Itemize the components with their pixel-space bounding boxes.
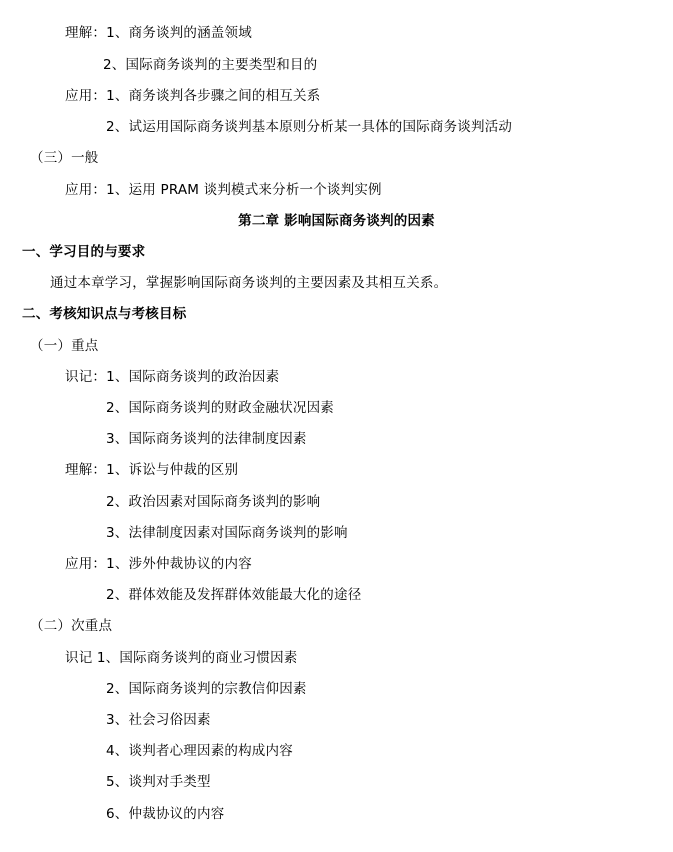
text-line: 2、国际商务谈判的主要类型和目的: [103, 57, 318, 73]
section-heading: （二）次重点: [30, 618, 113, 634]
text-line: 应用：1、涉外仲裁协议的内容: [65, 556, 252, 572]
text-line: 2、国际商务谈判的财政金融状况因素: [106, 400, 334, 416]
section-heading: （三）一般: [30, 150, 99, 166]
text-line: 识记 1、国际商务谈判的商业习惯因素: [65, 650, 298, 666]
section-heading: 一、学习目的与要求: [22, 244, 146, 260]
section-heading: （一）重点: [30, 338, 99, 354]
paragraph: 通过本章学习，掌握影响国际商务谈判的主要因素及其相互关系。: [50, 275, 448, 291]
text-line: 2、试运用国际商务谈判基本原则分析某一具体的国际商务谈判活动: [106, 119, 513, 135]
text-line: 3、法律制度因素对国际商务谈判的影响: [106, 525, 348, 541]
text-line: 应用：1、运用 PRAM 谈判模式来分析一个谈判实例: [65, 182, 382, 198]
chapter-title: 第二章 影响国际商务谈判的因素: [238, 213, 435, 229]
text-line: 2、群体效能及发挥群体效能最大化的途径: [106, 587, 362, 603]
text-line: 2、政治因素对国际商务谈判的影响: [106, 494, 321, 510]
text-line: 3、国际商务谈判的法律制度因素: [106, 431, 307, 447]
text-line: 理解：1、诉讼与仲裁的区别: [65, 462, 239, 478]
text-line: 5、谈判对手类型: [106, 774, 211, 790]
text-line: 4、谈判者心理因素的构成内容: [106, 743, 293, 759]
text-line: 理解：1、商务谈判的涵盖领域: [65, 25, 252, 41]
text-line: 识记：1、国际商务谈判的政治因素: [65, 369, 280, 385]
text-line: 3、社会习俗因素: [106, 712, 211, 728]
text-line: 应用：1、商务谈判各步骤之间的相互关系: [65, 88, 321, 104]
text-line: 2、国际商务谈判的宗教信仰因素: [106, 681, 307, 697]
text-line: 6、仲裁协议的内容: [106, 806, 225, 822]
section-heading: 二、考核知识点与考核目标: [22, 306, 187, 322]
